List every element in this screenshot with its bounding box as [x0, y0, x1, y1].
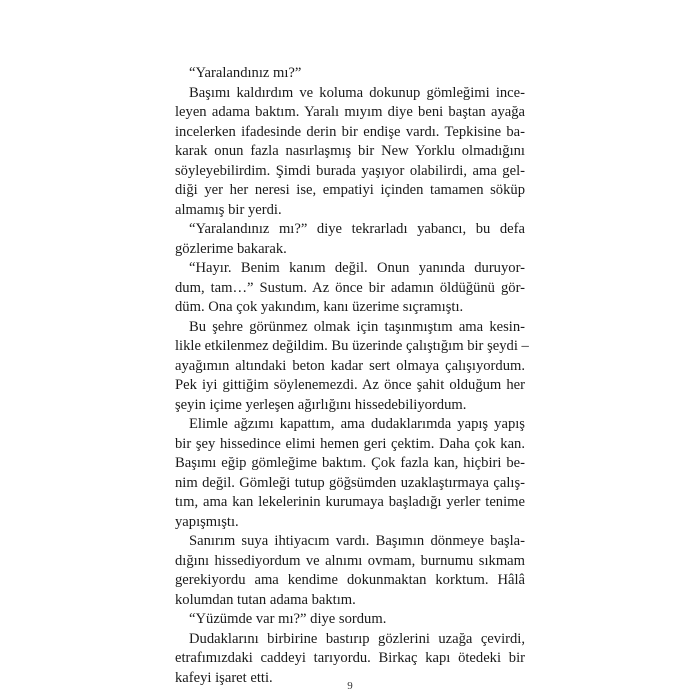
- text-line: kolumdan tutan adama baktım.: [175, 591, 356, 608]
- text-line: ayağımın altındaki beton kadar sert olmaya çalışıyordum.: [175, 357, 525, 374]
- text-line: yapışmıştı.: [175, 513, 239, 530]
- text-line: almamış bir yerdi.: [175, 201, 282, 218]
- page-number: 9: [347, 680, 353, 692]
- text-line: bir şey hissedince elimi hemen geri çektim. Daha çok kan.: [175, 435, 525, 452]
- text-line: gerekiyordu ama kendime dokunmaktan korktum. Hâlâ: [175, 572, 525, 588]
- text-line: tım, ama kan lekelerinin kurumaya başladığı yerler tenime: [175, 494, 525, 510]
- text-line: “Yüzümde var mı?” diye sordum.: [189, 611, 387, 627]
- text-line: karak onun fazla nasırlaşmış bir New Yorklu olmadığını: [175, 143, 525, 159]
- text-line: kafeyi işaret etti.: [175, 669, 273, 686]
- text-line: etrafımızdaki caddeyi tarıyordu. Birkaç kapı ötedeki bir: [175, 650, 525, 666]
- text-line: Elimle ağzımı kapattım, ama dudaklarımda yapış yapış: [189, 416, 525, 432]
- text-line: Pek iyi gittiğim söylenemezdi. Az önce şahit olduğum her: [175, 377, 525, 393]
- text-line: Başımı kaldırdım ve koluma dokunup gömleğimi ince-: [189, 84, 525, 101]
- text-line: Başımı eğip gömleğime baktım. Çok fazla kan, hiçbiri be-: [175, 455, 525, 471]
- text-line: Bu şehre görünmez olmak için taşınmıştım ama kesin-: [189, 318, 525, 335]
- text-line: şeyin içime yerleşen ağırlığını hissedebiliyordum.: [175, 396, 467, 413]
- body-text: [175, 64, 529, 688]
- text-line: nim değil. Gömleği tutup göğsümden uzaklaştırmaya çalış-: [175, 474, 525, 491]
- text-line: diği yer her neresi ise, empatiyi içinden tamamen söküp: [175, 182, 525, 198]
- text-line: dığını hissediyordum ve alnımı ovmam, burnumu sıkmam: [175, 552, 525, 569]
- text-line: “Yaralandınız mı?”: [189, 65, 302, 81]
- text-line: incelerken ifadesinde derin bir endişe vardı. Tepkisine ba-: [175, 123, 525, 140]
- text-line: söyleyebilirdim. Şimdi burada yaşıyor olabilirdi, ama gel-: [175, 162, 525, 179]
- text-line: düm. Ona çok yakındım, kanı üzerime sıçramıştı.: [175, 299, 464, 315]
- text-line: likle etkilenmez değildim. Bu üzerinde çalıştığım bir şeydi –: [175, 338, 529, 354]
- text-line: Dudaklarını birbirine bastırıp gözlerini uzağa çevirdi,: [189, 630, 525, 647]
- text-line: “Hayır. Benim kanım değil. Onun yanında duruyor-: [189, 260, 525, 276]
- text-line: Sanırım suya ihtiyacım vardı. Başımın dönmeye başla-: [189, 533, 525, 549]
- text-line: dum, tam…” Sustum. Az önce bir adamın öldüğünü gör-: [175, 279, 525, 296]
- text-line: “Yaralandınız mı?” diye tekrarladı yabancı, bu defa: [189, 221, 525, 237]
- text-line: leyen adama baktım. Yaralı mıyım diye beni baştan ayağa: [175, 104, 525, 120]
- text-line: gözlerime bakarak.: [175, 240, 287, 257]
